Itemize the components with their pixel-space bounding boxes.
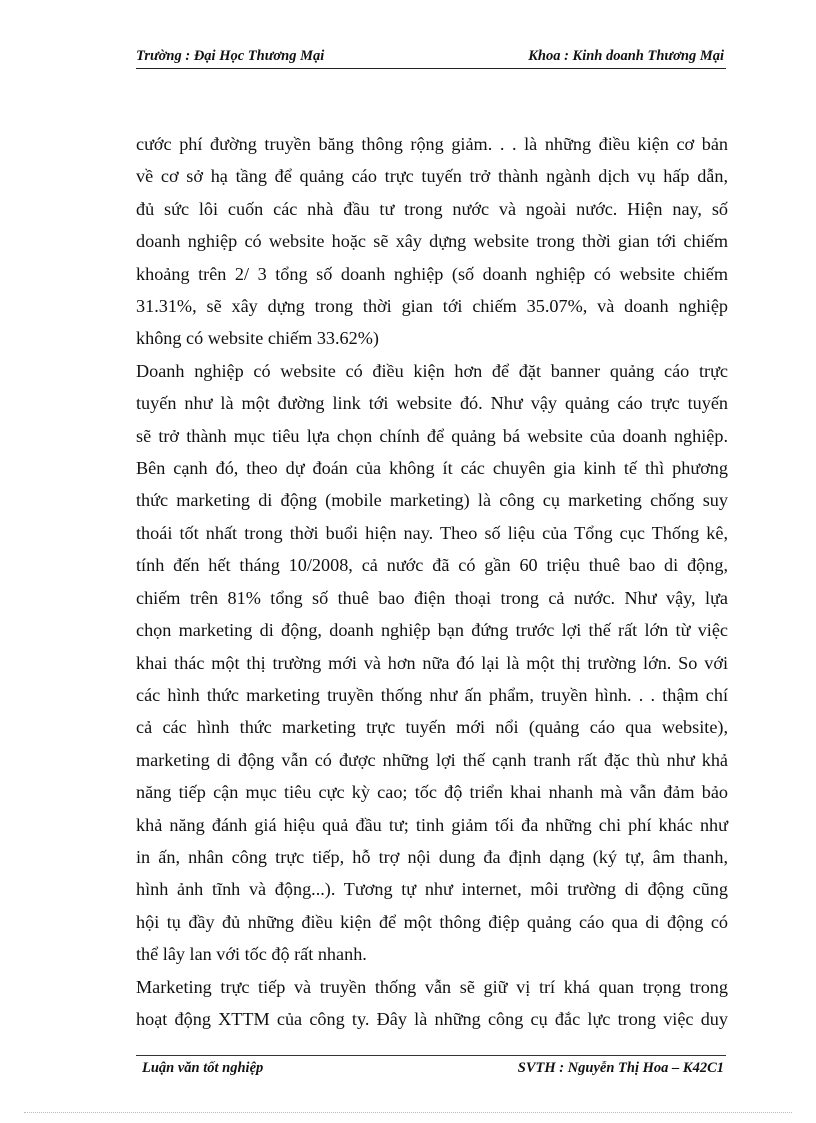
text-line: hình ảnh tĩnh và động...). Tương tự như internet, môi trường di động cũng: [136, 879, 728, 900]
text-line: khả năng đánh giá hiệu quả đầu tư; tinh giảm tối đa những chi phí khác như: [136, 814, 728, 835]
text-line: tính đến hết tháng 10/2008, cả nước đã có gần 60 triệu thuê bao di động,: [136, 555, 728, 576]
text-line: không có website chiếm 33.62%): [136, 328, 379, 349]
footer-rule: [136, 1055, 726, 1056]
text-line: đủ sức lôi cuốn các nhà đầu tư trong nước và ngoài nước. Hiện nay, số: [136, 198, 728, 219]
text-line: Marketing trực tiếp và truyền thống vẫn sẽ giữ vị trí khá quan trọng trong: [136, 976, 728, 997]
text-line: về cơ sở hạ tầng để quảng cáo trực tuyến trở thành ngành dịch vụ hấp dẫn,: [136, 166, 728, 187]
text-line: thức marketing di động (mobile marketing) là công cụ marketing chống suy: [136, 490, 728, 511]
text-line: hội tụ đầy đủ những điều kiện để một thông điệp quảng cáo qua di động có: [136, 911, 728, 932]
text-line: in ấn, nhân công trực tiếp, hỗ trợ nội dung đa định dạng (ký tự, âm thanh,: [136, 846, 728, 867]
header-rule: [136, 68, 726, 69]
text-line: khai thác một thị trường mới và hơn nữa đó lại là một thị trường lớn. So với: [136, 652, 728, 673]
text-line: sẽ trở thành mục tiêu lựa chọn chính để quảng bá website của doanh nghiệp.: [136, 425, 728, 446]
text-line: các hình thức marketing truyền thống như ấn phẩm, truyền hình. . . thậm chí: [136, 684, 728, 705]
text-line: hoạt động XTTM của công ty. Đây là những công cụ đắc lực trong việc duy: [136, 1008, 728, 1029]
text-line: năng tiếp cận mục tiêu cực kỳ cao; tốc độ triển khai nhanh mà vẫn đảm bảo: [136, 782, 728, 803]
text-line: chọn marketing di động, doanh nghiệp bạn đứng trước lợi thế rất lớn từ việc: [136, 620, 728, 641]
header-school: Trường : Đại Học Thương Mại: [136, 48, 325, 64]
text-line: cả các hình thức marketing trực tuyến mới nổi (quảng cáo qua website),: [136, 717, 728, 738]
text-line: marketing di động vẫn có được những lợi thế cạnh tranh rất đặc thù như khả: [136, 749, 728, 770]
text-line: Bên cạnh đó, theo dự đoán của không ít các chuyên gia kinh tế thì phương: [136, 458, 728, 479]
text-line: doanh nghiệp có website hoặc sẽ xây dựng website trong thời gian tới chiếm: [136, 231, 728, 252]
text-line: khoảng trên 2/ 3 tổng số doanh nghiệp (số doanh nghiệp có website chiếm: [136, 263, 728, 284]
text-line: thể lây lan với tốc độ rất nhanh.: [136, 944, 367, 965]
page-bottom-border: [24, 1112, 792, 1113]
text-line: Doanh nghiệp có website có điều kiện hơn để đặt banner quảng cáo trực: [136, 360, 728, 381]
text-line: cước phí đường truyền băng thông rộng giảm. . . là những điều kiện cơ bản: [136, 134, 728, 154]
text-line: chiếm trên 81% tổng số thuê bao điện thoại trong cả nước. Như vậy, lựa: [136, 587, 728, 608]
text-line: thoái tốt nhất trong thời buổi hiện nay. Theo số liệu của Tổng cục Thống kê,: [136, 522, 728, 543]
page-footer: [136, 1060, 726, 1082]
header-faculty: Khoa : Kinh doanh Thương Mại: [528, 48, 724, 64]
page-header: [136, 48, 726, 70]
text-line: 31.31%, sẽ xây dựng trong thời gian tới chiếm 35.07%, và doanh nghiệp: [136, 296, 728, 317]
text-line: tuyến như là một đường link tới website đó. Như vậy quảng cáo trực tuyến: [136, 393, 728, 414]
footer-student: SVTH : Nguyễn Thị Hoa – K42C1: [517, 1060, 724, 1076]
body-text: [136, 128, 728, 1035]
footer-thesis: Luận văn tốt nghiệp: [142, 1060, 264, 1076]
